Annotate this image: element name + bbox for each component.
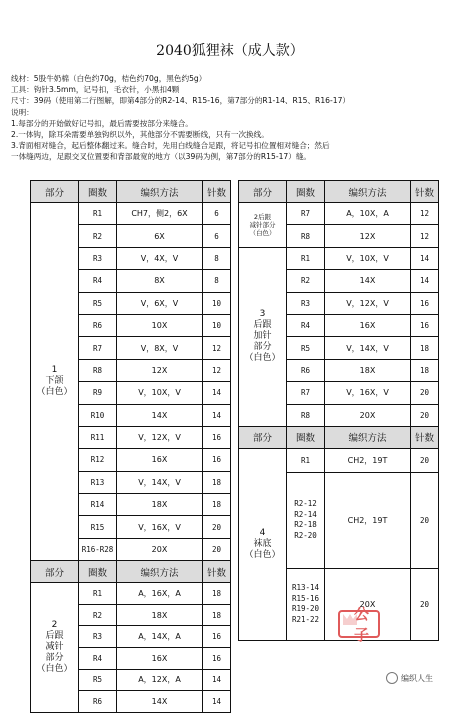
method-cell: CH2，19T xyxy=(325,448,411,472)
round-cell: R7 xyxy=(79,337,117,359)
round-cell: R8 xyxy=(79,359,117,381)
note-line: 2.一体钩，除耳朵需要单独钩织以外，其他部分不需要断线，只有一次换线。 xyxy=(11,130,269,140)
round-cell: R2 xyxy=(79,225,117,247)
note-line: 3.背面相对缝合，起后整体翻过来。缝合时，先用白线缝合足跟，将记号扣位置相对缝合；然后 xyxy=(11,141,330,151)
method-cell: V，10X，V xyxy=(117,382,203,404)
header-row xyxy=(239,426,439,448)
method-cell: A，16X，A xyxy=(117,583,203,605)
table-row xyxy=(31,583,231,605)
round-cell: R8 xyxy=(287,404,325,426)
tools-line: 工具：钩针3.5mm，记号扣，毛衣针，小黑扣4颗 xyxy=(11,85,180,95)
round-cell: R8 xyxy=(287,225,325,247)
section-label: 4 袜底 （白色） xyxy=(239,448,287,640)
method-cell: CH7，侧2，6X xyxy=(117,203,203,225)
method-cell: 20X xyxy=(117,538,203,560)
round-cell: R6 xyxy=(79,314,117,336)
size-line: 尺寸：39码（使用第二行图解，即第4部分的R2-14、R15-16，第7部分的R1-14、R15、R16-17） xyxy=(11,96,350,106)
section-label: 2 后跟 减针 部分 （白色） xyxy=(31,583,79,713)
table-row xyxy=(239,247,439,269)
pattern-info xyxy=(11,73,456,163)
stitches-cell: 20 xyxy=(411,568,439,640)
method-cell: CH2，19T xyxy=(325,472,411,568)
section-label: 2后跟 减针部分 （白色） xyxy=(239,203,287,248)
stitches-header: 针数 xyxy=(203,181,231,203)
method-header: 编织方法 xyxy=(117,561,203,583)
method-cell: V，14X，V xyxy=(117,471,203,493)
round-cell: R9 xyxy=(79,382,117,404)
method-cell: A，10X，A xyxy=(325,203,411,225)
stitches-cell: 10 xyxy=(203,314,231,336)
round-header: 圈数 xyxy=(287,181,325,203)
note-line: 一体缝两边，足跟交叉位置要和背部最宽的地方（以39码为例，第7部分的R15-17）缝。 xyxy=(11,152,312,162)
stitches-cell: 20 xyxy=(411,382,439,404)
method-cell: 20X xyxy=(325,404,411,426)
page-title: 2040狐狸袜（成人款） xyxy=(156,43,304,59)
stitches-cell: 18 xyxy=(203,583,231,605)
stitches-header: 针数 xyxy=(203,561,231,583)
method-cell: 12X xyxy=(325,225,411,247)
method-cell: 20X xyxy=(325,568,411,640)
method-cell: 6X xyxy=(117,225,203,247)
watermark-stamp xyxy=(338,605,380,644)
round-cell: R1 xyxy=(287,247,325,269)
method-cell: 16X xyxy=(325,314,411,336)
method-cell: V，14X，V xyxy=(325,337,411,359)
brand-name: 编织人生 xyxy=(401,673,433,683)
header-row xyxy=(239,181,439,203)
method-cell: 18X xyxy=(325,359,411,381)
round-header: 圈数 xyxy=(79,561,117,583)
round-cell: R13-14 R15-16 R19-20 R21-22 xyxy=(287,568,325,640)
stitches-cell: 8 xyxy=(203,247,231,269)
part-header: 部分 xyxy=(239,181,287,203)
method-cell: V，8X，V xyxy=(117,337,203,359)
stitches-cell: 20 xyxy=(411,404,439,426)
left-pattern-table xyxy=(30,180,231,713)
stitches-cell: 14 xyxy=(411,247,439,269)
method-header: 编织方法 xyxy=(325,181,411,203)
method-cell: V，12X，V xyxy=(325,292,411,314)
round-cell: R1 xyxy=(287,448,325,472)
round-cell: R6 xyxy=(79,691,117,713)
stitches-cell: 10 xyxy=(203,292,231,314)
header-row xyxy=(31,181,231,203)
round-cell: R4 xyxy=(79,648,117,670)
round-cell: R13 xyxy=(79,471,117,493)
round-cell: R2 xyxy=(79,604,117,626)
stitches-cell: 18 xyxy=(203,494,231,516)
method-cell: 14X xyxy=(117,691,203,713)
section-label: 3 后跟 加针 部分 （白色） xyxy=(239,247,287,426)
method-cell: 14X xyxy=(117,404,203,426)
table-row xyxy=(31,203,231,225)
method-cell: V，10X，V xyxy=(325,247,411,269)
stitches-cell: 12 xyxy=(203,337,231,359)
round-cell: R5 xyxy=(79,292,117,314)
method-cell: V，4X，V xyxy=(117,247,203,269)
part-header: 部分 xyxy=(31,561,79,583)
round-cell: R14 xyxy=(79,494,117,516)
materials-line: 线材：5股牛奶棉（白色约70g，桔色约70g，黑色约5g） xyxy=(11,74,207,83)
round-cell: R6 xyxy=(287,359,325,381)
stitches-cell: 20 xyxy=(203,516,231,538)
method-header: 编织方法 xyxy=(117,181,203,203)
stitches-cell: 18 xyxy=(411,337,439,359)
stitches-cell: 16 xyxy=(203,626,231,648)
stitches-header: 针数 xyxy=(411,426,439,448)
stitches-cell: 20 xyxy=(411,472,439,568)
round-cell: R4 xyxy=(79,270,117,292)
stitches-cell: 16 xyxy=(411,314,439,336)
round-cell: R3 xyxy=(287,292,325,314)
method-cell: 8X xyxy=(117,270,203,292)
method-cell: V，16X，V xyxy=(117,516,203,538)
round-cell: R11 xyxy=(79,426,117,448)
stitches-cell: 20 xyxy=(411,448,439,472)
round-cell: R7 xyxy=(287,382,325,404)
round-cell: R16-R28 xyxy=(79,538,117,560)
stitches-header: 针数 xyxy=(411,181,439,203)
stitches-cell: 14 xyxy=(203,691,231,713)
round-cell: R2-12 R2-14 R2-18 R2-20 xyxy=(287,472,325,568)
method-cell: 12X xyxy=(117,359,203,381)
method-cell: A，14X，A xyxy=(117,626,203,648)
method-cell: 16X xyxy=(117,648,203,670)
stitches-cell: 18 xyxy=(203,604,231,626)
method-cell: 14X xyxy=(325,270,411,292)
method-cell: 16X xyxy=(117,449,203,471)
brand-footer xyxy=(386,672,433,684)
round-cell: R4 xyxy=(287,314,325,336)
stitches-cell: 14 xyxy=(203,404,231,426)
section-label: 1 下颌 （白色） xyxy=(31,203,79,561)
stitches-cell: 12 xyxy=(411,225,439,247)
stitches-cell: 6 xyxy=(203,203,231,225)
stitches-cell: 6 xyxy=(203,225,231,247)
watermark-text: 公子 xyxy=(354,605,370,644)
method-cell: A，12X，A xyxy=(117,669,203,691)
round-cell: R12 xyxy=(79,449,117,471)
round-header: 圈数 xyxy=(287,426,325,448)
method-cell: V，16X，V xyxy=(325,382,411,404)
stitches-cell: 20 xyxy=(203,538,231,560)
round-cell: R3 xyxy=(79,626,117,648)
method-cell: V，6X，V xyxy=(117,292,203,314)
table-row xyxy=(239,203,439,225)
stitches-cell: 18 xyxy=(411,359,439,381)
wechat-icon xyxy=(386,672,398,684)
stitches-cell: 16 xyxy=(203,426,231,448)
round-cell: R15 xyxy=(79,516,117,538)
stitches-cell: 14 xyxy=(203,382,231,404)
notes-title: 说明： xyxy=(11,107,34,117)
part-header: 部分 xyxy=(239,426,287,448)
round-cell: R5 xyxy=(287,337,325,359)
round-header: 圈数 xyxy=(79,181,117,203)
stitches-cell: 8 xyxy=(203,270,231,292)
round-cell: R10 xyxy=(79,404,117,426)
round-cell: R1 xyxy=(79,583,117,605)
stitches-cell: 16 xyxy=(411,292,439,314)
round-cell: R5 xyxy=(79,669,117,691)
stitches-cell: 14 xyxy=(411,270,439,292)
method-cell: V，12X，V xyxy=(117,426,203,448)
method-cell: 10X xyxy=(117,314,203,336)
stitches-cell: 16 xyxy=(203,449,231,471)
round-cell: R3 xyxy=(79,247,117,269)
method-header: 编织方法 xyxy=(325,426,411,448)
header-row xyxy=(31,561,231,583)
table-row xyxy=(239,448,439,472)
method-cell: 18X xyxy=(117,494,203,516)
round-cell: R1 xyxy=(79,203,117,225)
stitches-cell: 16 xyxy=(203,648,231,670)
round-cell: R7 xyxy=(287,203,325,225)
part-header: 部分 xyxy=(31,181,79,203)
stitches-cell: 12 xyxy=(203,359,231,381)
right-pattern-table xyxy=(238,180,439,641)
stitches-cell: 18 xyxy=(203,471,231,493)
note-line: 1.每部分的开始做好记号扣，最后需要按部分来缝合。 xyxy=(11,118,193,128)
method-cell: 18X xyxy=(117,604,203,626)
stitches-cell: 12 xyxy=(411,203,439,225)
stitches-cell: 14 xyxy=(203,669,231,691)
round-cell: R2 xyxy=(287,270,325,292)
